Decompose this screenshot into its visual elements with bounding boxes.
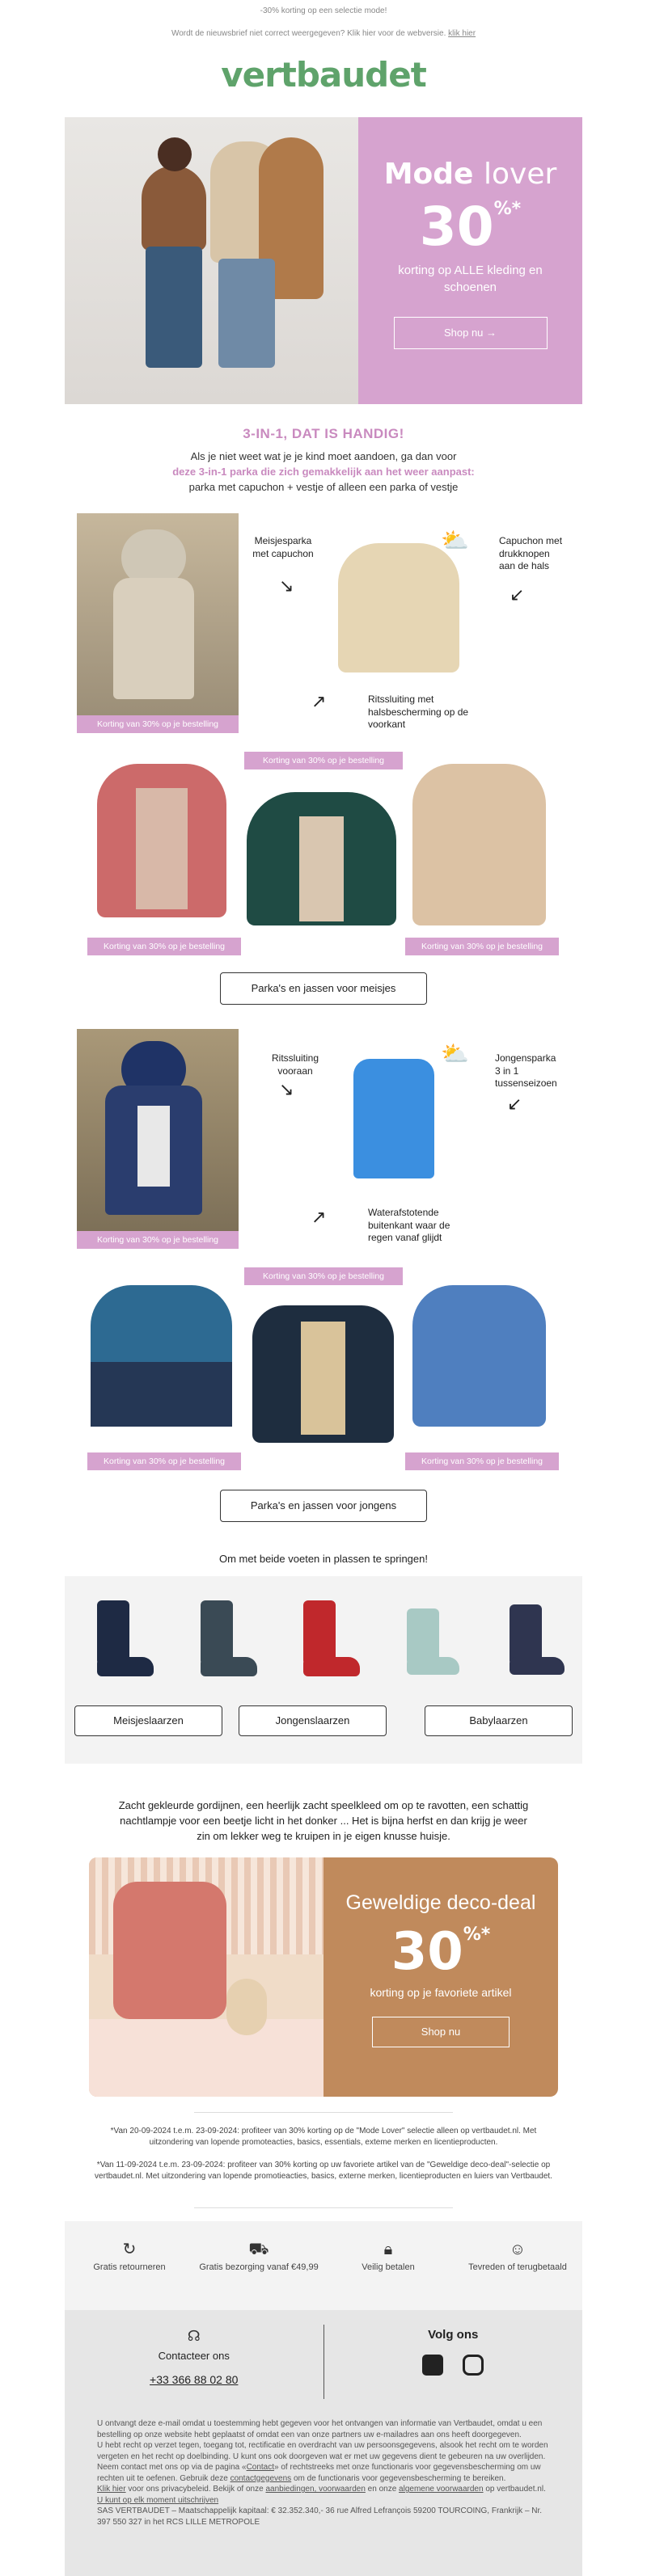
jacket-boy-navy[interactable] (252, 1305, 394, 1443)
truck-icon: ⛟ (248, 2241, 269, 2258)
instagram-icon[interactable] (463, 2355, 484, 2376)
usp-bar (65, 2221, 582, 2310)
hero-photo (65, 117, 358, 404)
baby-boots-button[interactable]: Babylaarzen (425, 1705, 573, 1736)
kid-boy-jeans (146, 247, 202, 368)
headset-icon: ☊ (187, 2328, 201, 2344)
divider (194, 2112, 453, 2113)
cloud-sun-icon: ⛅ (441, 1041, 469, 1066)
note-girl-zip: Ritssluiting met halsbescherming op de voorkant (368, 694, 469, 731)
contact-link[interactable]: Contact (246, 2463, 275, 2472)
girls-boots-button[interactable]: Meisjeslaarzen (74, 1705, 222, 1736)
note-boy-parka: Jongensparka 3 in 1 tussenseizoen (495, 1052, 557, 1090)
hero-banner[interactable] (65, 117, 582, 404)
deco-photo (89, 1857, 324, 2097)
discount-badge: Korting van 30% op je bestelling (87, 938, 241, 955)
hero-shop-button[interactable]: Shop nu → (394, 317, 548, 349)
arrow-icon: ↙ (510, 584, 525, 605)
discount-badge: Korting van 30% op je bestelling (244, 1267, 403, 1285)
vest-boy-blue[interactable] (353, 1059, 434, 1178)
jacket-girl-beige[interactable] (412, 764, 546, 925)
boot-floral[interactable] (493, 1592, 566, 1685)
arrow-icon: ↙ (507, 1094, 522, 1114)
kid-boy-figure (142, 166, 206, 251)
jacket-boy-lightblue[interactable] (412, 1285, 546, 1427)
note-boy-waterproof: Waterafstotende buitenkant waar de regen vanaf glijdt (368, 1207, 450, 1244)
webversion-notice (0, 18, 647, 48)
boys-boots-button[interactable]: Jongenslaarzen (239, 1705, 387, 1736)
boots-title: Om met beide voeten in plassen te springen! (219, 1553, 428, 1565)
offers-terms-link[interactable]: aanbiedingen, voorwaarden (265, 2485, 366, 2494)
deco-banner[interactable] (89, 1857, 558, 2097)
contactdata-link[interactable]: contactgegevens (230, 2473, 292, 2483)
note-boy-zip: Ritssluiting vooraan (271, 1052, 319, 1077)
contact-phone-link[interactable]: +33 366 88 02 80 (150, 2373, 239, 2386)
deco-title: Geweldige deco-deal (345, 1891, 536, 1914)
deco-shop-button[interactable]: Shop nu (372, 2017, 510, 2047)
kid-boy-face (158, 137, 192, 171)
hero-percent: 30%* (419, 196, 522, 258)
girls-jackets-button[interactable]: Parka's en jassen voor meisjes (220, 972, 427, 1005)
boy-model-photo[interactable] (77, 1029, 239, 1231)
boot-navy[interactable] (81, 1592, 154, 1685)
discount-badge: Korting van 30% op je bestelling (87, 1452, 241, 1470)
discount-badge: Korting van 30% op je bestelling (244, 752, 403, 769)
girl-model-photo[interactable] (77, 513, 239, 715)
arrow-icon: ↘ (279, 575, 294, 596)
discount-badge: Korting van 30% op je bestelling (77, 715, 239, 733)
contact-bar (65, 2310, 582, 2414)
hero-title: Mode lover (383, 158, 557, 191)
boot-mint[interactable] (391, 1592, 463, 1685)
arrow-icon: ↗ (311, 691, 327, 711)
contact-label: Contacteer ons (158, 2350, 230, 2362)
legal-footer: U ontvangt deze e-mail omdat u toestemming hebt gegeven voor het ontvangen van informatie van Vertbaudet, omdat u een bestelling op onze website hebt geplaatst of omdat een van onze partners uw e-mailadres aan ons heeft doorgegeven. U hebt recht op verzet tegen, toegang tot, rectificatie en overdracht van uw persoonsgegevens, alsook het recht om te worden vergeten en het recht op doelbinding. U kunt ons ook doorgeven wat er met uw gegevens dient te gebeuren na uw overlijden. Neem contact met ons op via de pagina «Contact» of rechtstreeks met onze functionaris voor gegevensbescherming om uw rechten uit te oefenen. Gebruik deze contactgegevens om de functionaris voor gegevensbescherming te bereiken. Klik hier voor ons privacybeleid. Bekijk of onze aanbiedingen, voorwaarden en onze algemene voorwaarden op vertbaudet.nl. U kunt op elk moment uitschrijven SAS VERTBAUDET – Maatschappelijk kapitaal: € 32.352.340,- 36 rue Alfred Lefrançois 59200 TOURCOING, Frankrijk – Nr. 397 550 327 in het RCS LILLE METROPOLE (65, 2414, 582, 2576)
deco-percent: 30%* (391, 1922, 491, 1982)
hero-subtitle: korting op ALLE kleding en schoenen (398, 264, 543, 294)
kid-girl-jeans (218, 259, 275, 368)
discount-badge: Korting van 30% op je bestelling (77, 1231, 239, 1249)
jacket-girl-inner-vest[interactable] (338, 543, 459, 672)
deco-offer-panel (324, 1857, 558, 2097)
boys-jackets-button[interactable]: Parka's en jassen voor jongens (220, 1490, 427, 1522)
lock-icon: 🔒︎ (383, 2241, 393, 2258)
deco-subtitle: korting op je favoriete artikel (370, 1986, 512, 1999)
jacket-girl-pink[interactable] (97, 764, 226, 917)
note-girl-buttons: Capuchon met drukknopen aan de hals (499, 535, 563, 572)
unsubscribe-link[interactable]: U kunt op elk moment uitschrijven (97, 2495, 219, 2505)
jacket-girl-green[interactable] (247, 792, 396, 925)
jacket-boy-blue[interactable] (91, 1285, 232, 1427)
smiley-icon: ☺ (509, 2241, 526, 2258)
boots-section (65, 1576, 582, 1764)
usp-free-shipping: ⛟ Gratis bezorging vanaf €49,99 (194, 2221, 324, 2310)
general-terms-link[interactable]: algemene voorwaarden (399, 2485, 484, 2494)
cloud-sun-icon: ⛅ (441, 528, 469, 553)
social-follow (324, 2310, 583, 2414)
boot-ladybug[interactable] (287, 1592, 360, 1685)
section-title-3in1: 3-IN-1, DAT IS HANDIG! (243, 426, 404, 441)
brand-logo[interactable]: vertbaudet (221, 55, 426, 95)
discount-badge: Korting van 30% op je bestelling (405, 1452, 559, 1470)
webversion-link[interactable]: klik hier (448, 29, 476, 38)
fineprint-deco-deal: *Van 11-09-2024 t.e.m. 23-09-2024: profiteer van 30% korting op uw favoriete artikel van de "Geweldige deco-deal"-selectie op vertbaudet.nl. Met uitzondering van lopende promotieacties, basics, externe merken, licentieproducten en luiers van Vertbaudet. (95, 2161, 552, 2181)
arrow-icon: ↗ (311, 1207, 327, 1227)
usp-secure-payment: 🔒︎ Veilig betalen (324, 2221, 453, 2310)
usp-satisfaction: ☺ Tevreden of terugbetaald (453, 2221, 582, 2310)
discount-badge: Korting van 30% op je bestelling (405, 938, 559, 955)
arrow-icon: ↘ (279, 1079, 294, 1099)
follow-label: Volg ons (428, 2328, 479, 2342)
preheader-text: -30% korting op een selectie mode! (260, 6, 387, 15)
deco-intro: Zacht gekleurde gordijnen, een heerlijk zacht speelkleed om op te ravotten, een schattig nachtlampje voor een beetje licht in het donker ... Het is bijna herfst en dan krijg je weer zin om lekker weg te kruipen in je eigen knusse huisje. (118, 1799, 529, 1842)
privacy-link[interactable]: Klik hier (97, 2485, 126, 2494)
section-intro: Als je niet weet wat je je kind moet aandoen, ga dan voor deze 3-in-1 parka die zich gemakkelijk aan het weer aanpast: parka met capuchon + vestje of alleen een parka of vestje (172, 450, 475, 493)
usp-free-returns: ↻ Gratis retourneren (65, 2221, 194, 2310)
divider (194, 2207, 453, 2208)
boot-camo[interactable] (184, 1592, 257, 1685)
return-icon: ↻ (122, 2241, 137, 2258)
note-girl-parka: Meisjesparka met capuchon (252, 535, 314, 559)
hero-offer-panel (358, 117, 582, 404)
fineprint-mode-lover: *Van 20-09-2024 t.e.m. 23-09-2024: profiteer van 30% korting op de "Mode Lover" selectie alleen op vertbaudet.nl. Met uitzondering van lopende promoteacties, basics, essentials, exteme merken en licentieproducten. (110, 2127, 537, 2147)
webversion-text: Wordt de nieuwsbrief niet correct weergegeven? Klik hier voor de webversie. (171, 29, 446, 38)
contact-us (65, 2310, 324, 2414)
facebook-icon[interactable] (422, 2355, 443, 2376)
